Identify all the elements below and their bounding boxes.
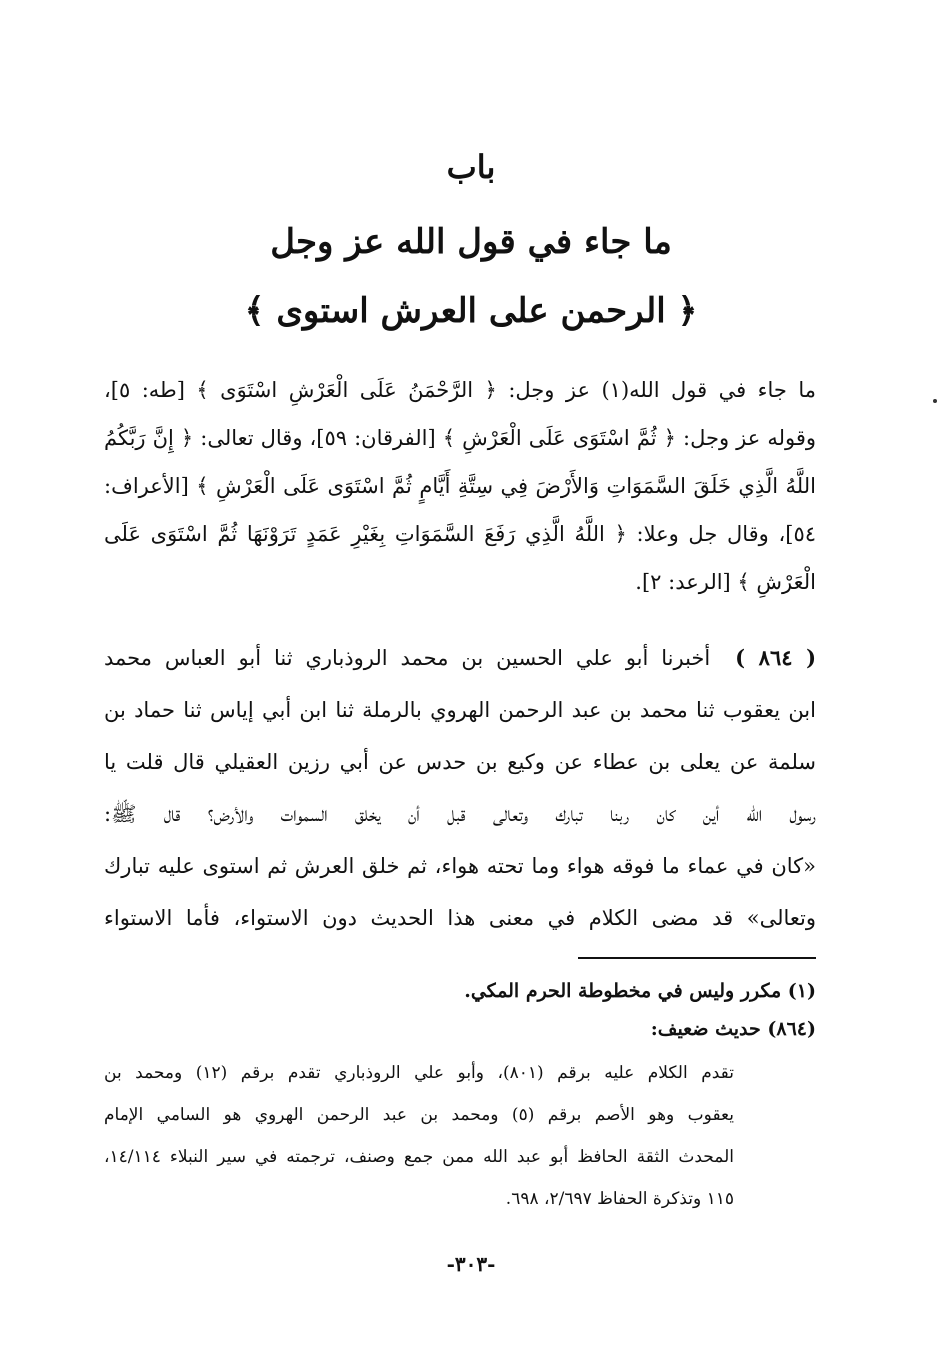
intro-line: ما جاء في قول الله(١) عز وجل: ﴿ الرَّحْمَنُ عَلَى الْعَرْشِ اسْتَوَى ﴾ [طه: ٥]، bbox=[104, 378, 816, 402]
intro-line: ٥٤]، وقال جل وعلا: ﴿ اللَّهُ الَّذِي رَفَعَ السَّمَوَاتِ بِغَيْرِ عَمَدٍ تَرَوْنَهَا ثُمَّ اسْتَوَى عَلَى bbox=[104, 522, 816, 546]
hadith-first-line bbox=[104, 632, 816, 684]
hadith-number: ( ٨٦٤ ) bbox=[735, 645, 816, 670]
footnote-line: يعقوب وهو الأصم برقم (٥) ومحمد بن عبد الرحمن الهروي هو السامي الإمام bbox=[104, 1105, 734, 1125]
hadith-first-text: أخبرنا أبو علي الحسين بن محمد الروذباري ثنا أبو العباس محمد bbox=[104, 646, 711, 670]
intro-line: اللَّهُ الَّذِي خَلَقَ السَّمَوَاتِ وَالأَرْضَ فِي سِتَّةِ أَيَّامٍ ثُمَّ اسْتَوَى عَلَى الْعَرْشِ ﴾ [الأعراف: bbox=[104, 474, 816, 498]
footnote-separator bbox=[578, 957, 816, 959]
footnote-line: ١١٥ وتذكرة الحفاظ ٢/٦٩٧، ٦٩٨. bbox=[505, 1189, 734, 1209]
footnote-1: (١) مكرر وليس في مخطوطة الحرم المكي. bbox=[464, 980, 816, 1002]
intro-paragraph bbox=[104, 366, 816, 606]
footnote-body bbox=[104, 1052, 734, 1220]
intro-line: وقوله عز وجل: ﴿ ثُمَّ اسْتَوَى عَلَى الْعَرْشِ ﴾ [الفرقان: ٥٩]، وقال تعالى: ﴿ إِنَّ رَبَّكُمُ bbox=[104, 426, 816, 450]
chapter-label: باب bbox=[446, 148, 496, 186]
footnote-line: تقدم الكلام عليه برقم (٨٠١)، وأبو علي الروذباري تقدم برقم (١٢) ومحمد بن bbox=[104, 1063, 734, 1083]
hadith-line: «كان في عماء ما فوقه هواء وما تحته هواء، ثم خلق العرش ثم استوى عليه تبارك bbox=[104, 854, 816, 878]
hadith-line: رسول الله أين كان ربنا تبارك وتعالى قبل أن يخلق السموات والأرض؟ قال ﷺ: bbox=[104, 802, 816, 826]
margin-mark bbox=[933, 399, 937, 403]
hadith-line: وتعالى» قد مضى الكلام في معنى هذا الحديث دون الاستواء، فأما الاستواء bbox=[104, 906, 816, 930]
footnote-hadith-grade: (٨٦٤) حديث ضعيف: bbox=[650, 1018, 816, 1040]
chapter-ayah: ﴿ الرحمن على العرش استوى ﴾ bbox=[244, 291, 698, 331]
hadith-line: ابن يعقوب ثنا محمد بن عبد الرحمن الهروي بالرملة ثنا ابن أبي إياس ثنا حماد بن bbox=[104, 698, 816, 722]
intro-line: الْعَرْشِ ﴾ [الرعد: ٢]. bbox=[635, 570, 816, 594]
page-number: -٣٠٣- bbox=[446, 1252, 496, 1276]
hadith-paragraph bbox=[104, 632, 816, 944]
footnote-line: المحدث الثقة الحافظ أبو عبد الله ممن جمع وصنف، ترجمته في سير النبلاء ١٤/١١٤، bbox=[104, 1147, 734, 1167]
hadith-line: سلمة عن يعلى بن عطاء عن وكيع بن حدس عن أبي رزين العقيلي قال قلت يا bbox=[104, 750, 816, 774]
chapter-title: ما جاء في قول الله عز وجل bbox=[270, 222, 672, 262]
